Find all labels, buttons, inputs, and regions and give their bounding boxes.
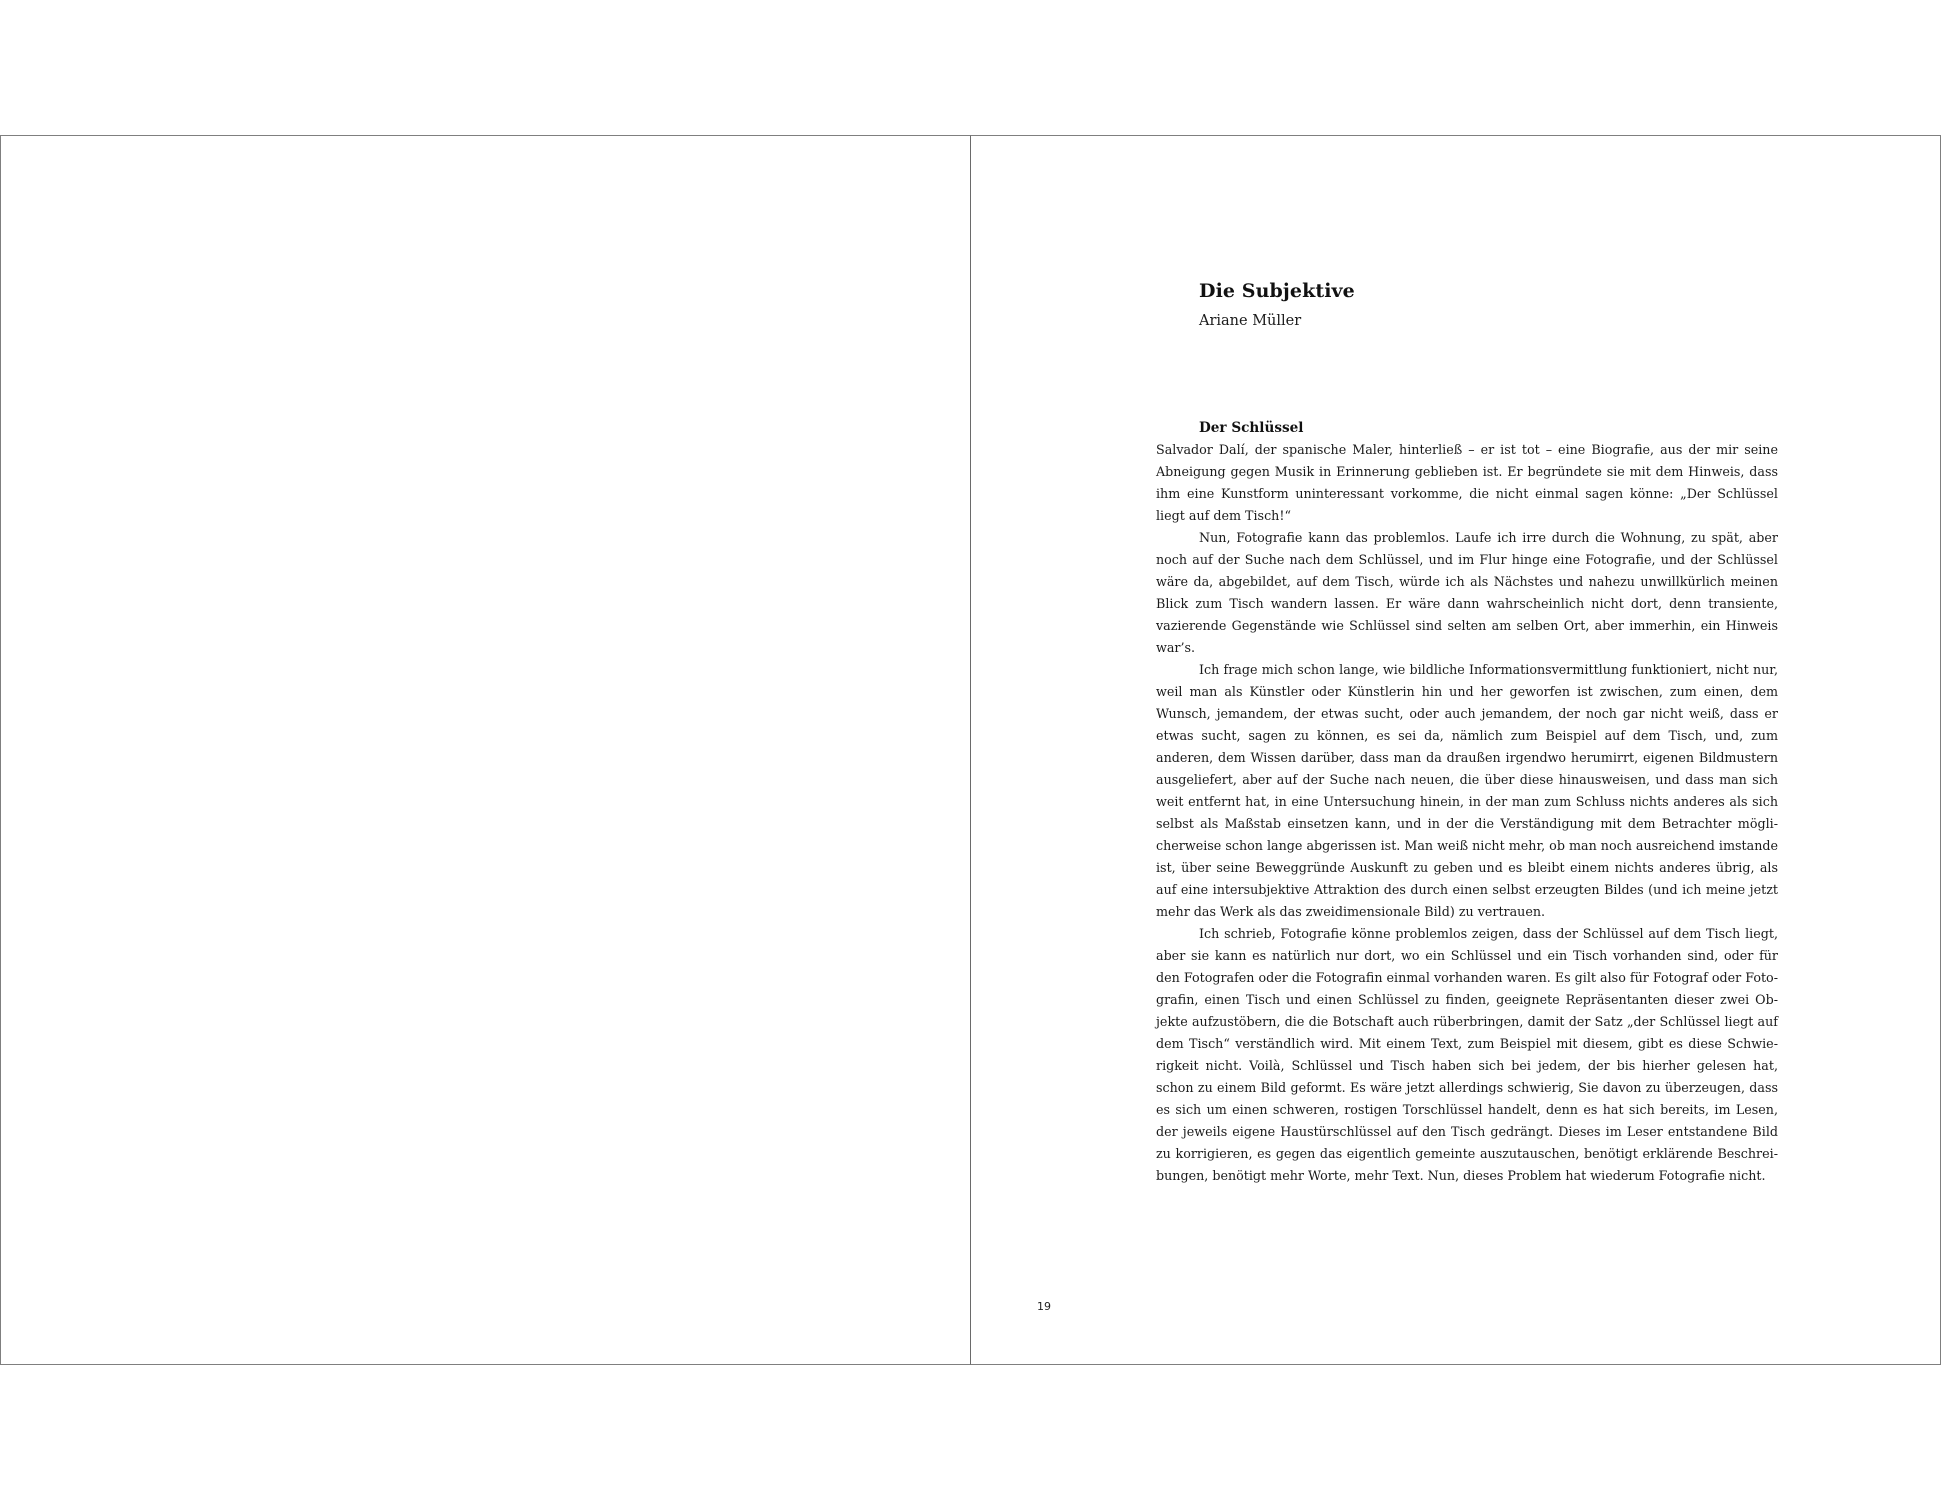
page-number: 19 [1037,1300,1051,1313]
article-author: Ariane Müller [1199,313,1302,329]
paragraph-2: Nun, Fotografie kann das problemlos. Laufe ich irre durch die Wohnung, zu spät, aber noch auf der Suche nach dem Schlüssel, und im Flur hinge eine Fotografie, und der Schlüssel wäre da, abgebildet, auf dem Tisch, würde ich als Nächstes und nahezu unwillkürlich meinen Blick zum Tisch wandern lassen. Er wäre dann wahrscheinlich nicht dort, denn transiente, vazierende Gegenstände wie Schlüssel sind selten am selben Ort, aber immerhin, ein Hinweis war’s. [1156,530,1778,655]
section-heading: Der Schlüssel [1199,420,1304,436]
book-spread [0,135,1941,1365]
article-title: Die Subjektive [1199,280,1355,302]
paragraph-4: Ich schrieb, Fotografie könne problemlos zeigen, dass der Schlüssel auf dem Tisch liegt, aber sie kann es natürlich nur dort, wo ein Schlüssel und ein Tisch vorhanden sind, oder für den Fotografen oder die Fotografin einmal vorhanden waren. Es gilt also für Fotograf oder Fotografin, einen Tisch und einen Schlüssel zu finden, geeignete Repräsentanten dieser zwei Objekte aufzustöbern, die die Botschaft auch rüberbringen, damit der Satz „der Schlüssel liegt auf dem Tisch“ verständlich wird. Mit einem Text, zum Beispiel mit diesem, gibt es diese Schwierigkeit nicht. Voilà, Schlüssel und Tisch haben sich bei jedem, der bis hierher gelesen hat, schon zu einem Bild geformt. Es wäre jetzt allerdings schwierig, Sie davon zu überzeugen, dass es sich um einen schweren, rostigen Torschlüssel handelt, denn es hat sich bereits, im Lesen, der jeweils eigene Haustürschlüssel auf den Tisch gedrängt. Dieses im Leser entstandene Bild zu korrigieren, es gegen das eigentlich gemeinte auszutauschen, benötigt erklärende Beschreibungen, benötigt mehr Worte, mehr Text. Nun, dieses Problem hat wiederum Fotografie nicht. [1156,926,1778,1183]
left-page [0,135,971,1365]
right-page [970,135,1941,1365]
paragraph-1: Salvador Dalí, der spanische Maler, hinterließ – er ist tot – eine Biografie, aus der mir seine Abneigung gegen Musik in Erinnerung geblieben ist. Er begründete sie mit dem Hinweis, dass ihm eine Kunstform uninteressant vorkomme, die nicht einmal sagen könne: „Der Schlüssel liegt auf dem Tisch!“ [1156,442,1778,523]
article-body [1156,417,1778,1187]
paragraph-3: Ich frage mich schon lange, wie bildliche Informationsvermittlung funktioniert, nicht nur, weil man als Künstler oder Künstlerin hin und her geworfen ist zwischen, zum einen, dem Wunsch, jemandem, der etwas sucht, oder auch jemandem, der noch gar nicht weiß, dass er etwas sucht, sagen zu können, es sei da, nämlich zum Beispiel auf dem Tisch, und, zum anderen, dem Wissen darüber, dass man da draußen irgendwo herumirrt, eigenen Bildmustern ausgeliefert, aber auf der Suche nach neuen, die über diese hinausweisen, und dass man sich weit entfernt hat, in eine Untersuchung hinein, in der man zum Schluss nichts anderes als sich selbst als Maßstab einsetzen kann, und in der die Verständigung mit dem Betrachter möglicherweise schon lange abgerissen ist. Man weiß nicht mehr, ob man noch ausreichend imstande ist, über seine Beweggründe Auskunft zu geben und es bleibt einem nichts anderes übrig, als auf eine intersubjektive Attraktion des durch einen selbst erzeugten Bildes (und ich meine jetzt mehr das Werk als das zweidimensionale Bild) zu vertrauen. [1156,662,1778,919]
